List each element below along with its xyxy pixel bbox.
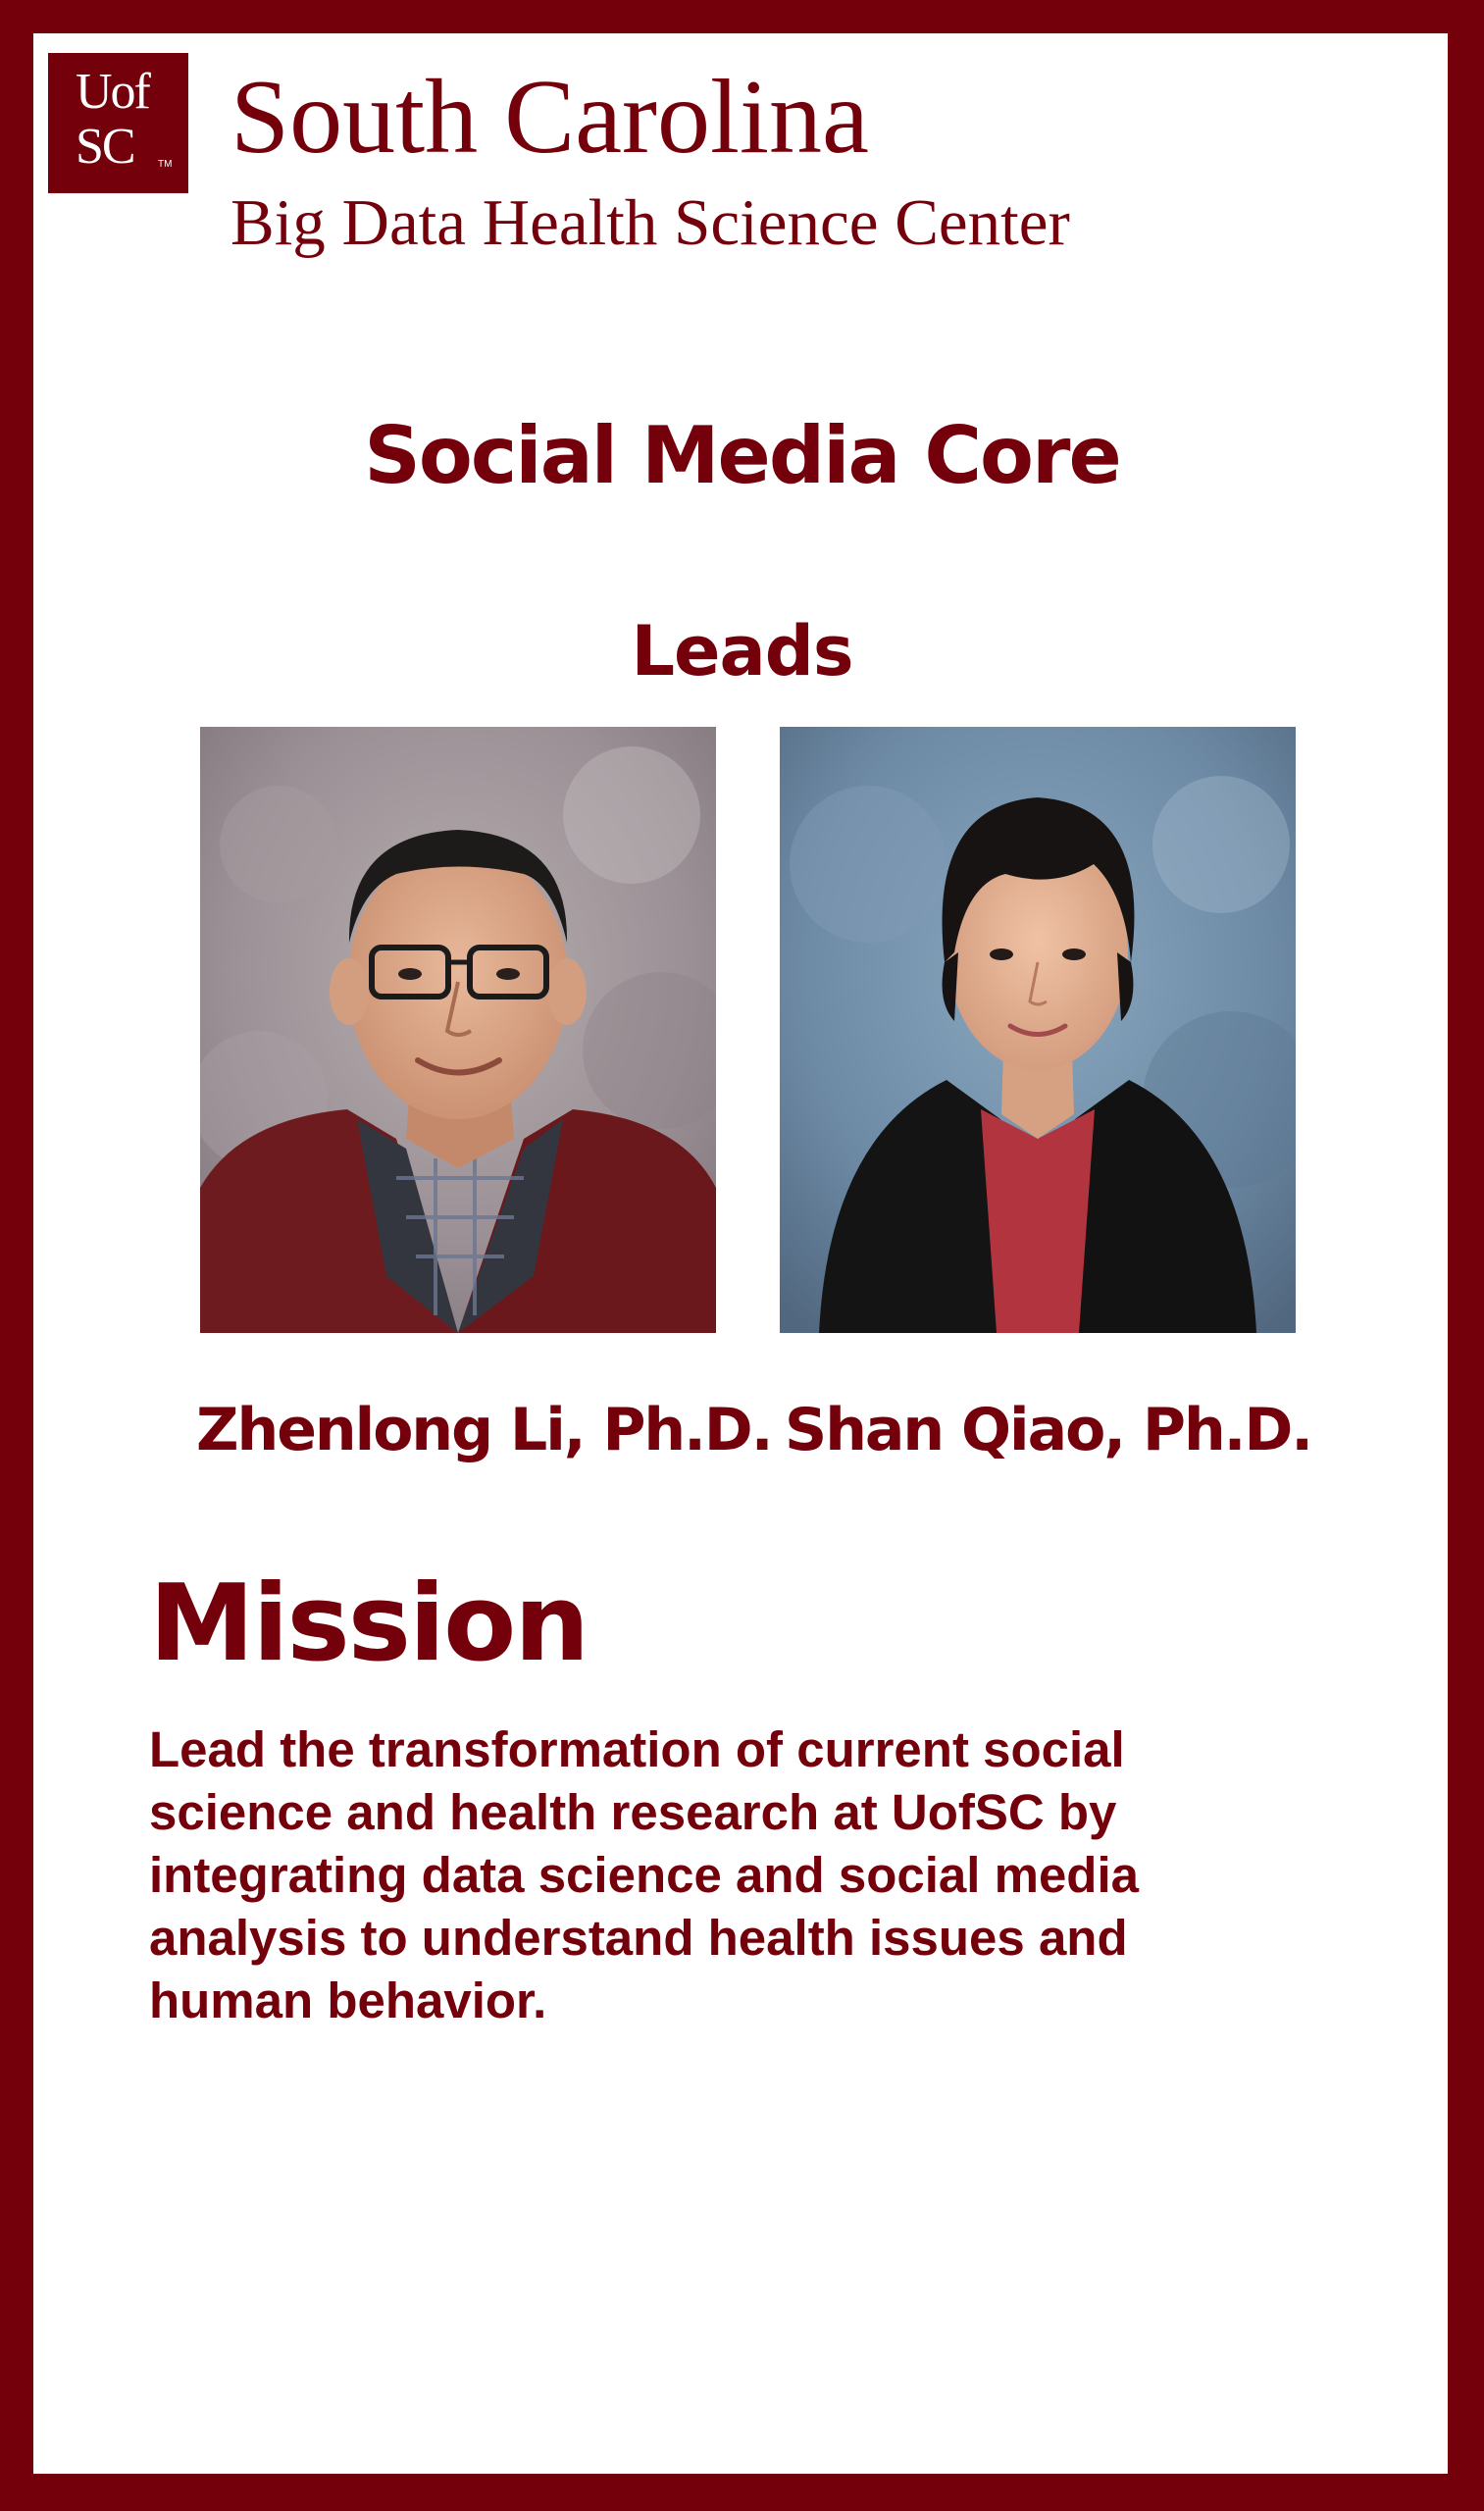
logo-line-2: SC bbox=[76, 119, 134, 175]
logo-trademark: TM bbox=[158, 159, 173, 170]
lead-photo-shan-qiao bbox=[780, 727, 1296, 1333]
mission-statement: Lead the transformation of current social science and health research at UofSC by integrating data science and social media analysis to understand health issues and human behavior. bbox=[149, 1721, 1139, 2028]
leads-heading: Leads bbox=[631, 611, 853, 692]
logo-line-1: Uof bbox=[76, 64, 149, 120]
lead-photo-zhenlong-li bbox=[200, 727, 716, 1333]
portrait-man-image bbox=[200, 727, 716, 1333]
uofsc-logo bbox=[48, 53, 188, 193]
brand-name: South Carolina bbox=[230, 59, 869, 176]
core-title: Social Media Core bbox=[364, 410, 1120, 501]
portrait-woman-image bbox=[780, 727, 1296, 1333]
mission-heading: Mission bbox=[149, 1563, 588, 1685]
lead-name-shan-qiao: Shan Qiao, Ph.D. bbox=[785, 1396, 1312, 1464]
brand-subtitle: Big Data Health Science Center bbox=[230, 186, 1070, 259]
lead-name-zhenlong-li: Zhenlong Li, Ph.D. bbox=[196, 1396, 772, 1464]
